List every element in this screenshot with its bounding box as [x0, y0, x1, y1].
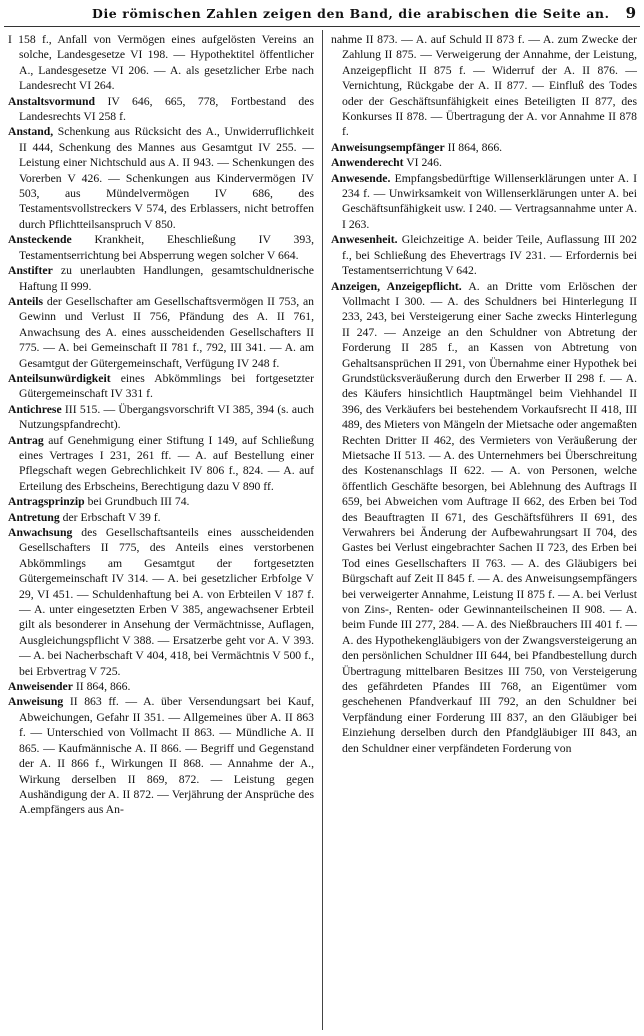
index-entry	[331, 140, 637, 155]
entry-text: IV 646, 665, 778, Fortbestand des Landesrechts VI 258 f.	[19, 94, 314, 124]
entry-text: zu unerlaubten Handlungen, gesamtschuldnerische Haftung II 999.	[19, 264, 314, 293]
index-entry: I 158 f., Anfall von Vermögen eines aufgelösten Vereins an solche, Landesgesetze VI 198. — Hypothektitel öffentlicher A., Landesgesetze VI 206. — A. als gesetzlicher Erbe nach Landesrecht VI 264.	[8, 33, 314, 93]
entry-text: A. an Dritte vom Erlöschen der Vollmacht I 300. — A. des Schuldners bei Hinterlegung II 233, 243, bei Versteigerung einer Sache zwecks Hinterlegung II 247. — Anzeige an den Schuldner von Abtretung der Forderung II 285 f., an Kassen von Abtretung von Gehaltsansprüchen II 291, von Übernahme einer Hypothek bei Grundstücksveräußerung durch den Erwerber II 298 f. — A. des Käufers hinsichtlich Hauptmängel beim Viehhandel II 396, des Verkäufers bei bestehendem Vorkaufsrecht II 418, III 489, des Mieters von Mängeln der Mietsache oder angemaßten Rechten Dritter II 462, des Vermieters von Veräußerung der Mietsache II 513. — A. des Unternehmers bei Überschreitung des Kostenanschlags II 622. — A. von Personen, welche öffentlich Geschäfte besorgen, bei Ablehnung des Auftrags II 659, bei Abweichen vom Auftrage II 662, des Erben bei Tod des Beauftragten II 671, des Geschäftsführers II 691, des Verwahrers bei Änderung der Aufbewahrungsart II 704, des Gastes bei Verlust eingebrachter Sachen II 723, des Erben bei Tod eines Gesellschafters II 763. — A. des Gläubigers bei Bürgschaft auf Zeit II 845 f. — A. des Anweisungsempfängers bei verweigerter Annahme, Leistung II 875 f. — A. bei Verlust von Zins-, Renten- oder Gewinnanteilscheinen II 908. — A. beim Funde III 277, 284. — A. des Nießbrauchers III 401 f. — A. des Hypothekengläubigers von der Zwangsversteigerung an den persönlichen Schuldner III 644, bei Pfandbestellung durch Übertragung mittelbaren Besitzes III 750, von Versteigerung des gefährdeten Pfandes III 768, an Eigentümer vom geschehenen Pfandverkauf III 792, an den Schuldner bei Verpfändung einer Forderung III 837, an den Gläubiger bei Einziehung derselben durch den Pfandgläubiger III 843, an den Schuldner einer verpfändeten Forderung von	[342, 279, 637, 755]
right-column	[331, 32, 637, 756]
left-column	[8, 32, 314, 818]
entry-term: Anteils	[8, 294, 44, 308]
index-entry	[8, 525, 314, 679]
column-divider	[322, 30, 323, 1030]
index-entry	[8, 433, 314, 495]
entry-term: Anweisender	[8, 680, 73, 694]
entry-term: Anwachsung	[8, 526, 73, 539]
index-entry	[8, 263, 314, 294]
entry-term: Anwesende.	[331, 171, 391, 185]
index-entry	[8, 679, 314, 694]
entry-term: Anzeigen, Anzeigepflicht.	[331, 279, 462, 293]
index-entry	[8, 232, 314, 263]
entry-text: Krankheit, Eheschließung IV 393, Testamentserrichtung bei Absperrung wegen solcher V 664.	[19, 233, 314, 262]
index-entry	[8, 494, 314, 509]
entry-text: eines Abkömmlings bei fortgesetzter Gütergemeinschaft IV 331 f.	[19, 371, 314, 401]
index-entry	[8, 371, 314, 402]
index-entry	[8, 294, 314, 371]
header-rule	[4, 26, 640, 27]
entry-text: bei Grundbuch III 74.	[84, 495, 190, 509]
index-entry	[8, 510, 314, 525]
index-entry	[331, 232, 637, 278]
index-entry	[8, 402, 314, 433]
entry-term: Anteilsunwürdigkeit	[8, 371, 111, 385]
entry-text: II 863 ff. — A. über Versendungsart bei Kauf, Abweichungen, Gefahr II 351. — Allgemeines über A. II 863 f. — Unterschied von Vollmacht II 863. — Mündliche A. II 865. — Kaufmännische A. II 866. — Begriff und Gegenstand der A. II 866 f., Wirkungen II 868. — Annahme der A., Wirkung derselben II 869, 872. — Leistung gegen Aushändigung der A. II 872. — Verjährung der Ansprüche des A.empfängers aus An-	[19, 695, 314, 817]
entry-text: II 864, 866.	[444, 140, 503, 154]
index-entry	[8, 124, 314, 232]
index-entry: nahme II 873. — A. auf Schuld II 873 f. — A. zum Zwecke der Zahlung II 875. — Verweigerung der Annahme, der Leistung, Anzeigepflicht II 875 f. — Widerruf der A. II 876. — Vernichtung, Rückgabe der A. II 877. — Einfluß des Todes oder der Geschäftsunfähigkeit eines Beteiligten II 877, des Konkurses II 878. — Übertragung der A. vor Annahme II 878 f.	[331, 33, 637, 139]
page-number: 9	[625, 4, 636, 22]
index-entry	[331, 155, 637, 170]
entry-term: Anwenderecht	[331, 156, 404, 170]
entry-term: Anweisungsempfänger	[331, 140, 445, 154]
entry-term: Antretung	[8, 510, 60, 524]
entry-term: Anwesenheit.	[331, 233, 398, 247]
entry-term: Ansteckende	[8, 233, 72, 247]
entry-text: II 864, 866.	[72, 680, 131, 694]
running-head: Die römischen Zahlen zeigen den Band, die arabischen die Seite an.	[92, 6, 610, 21]
entry-text: III 515. — Übergangsvorschrift VI 385, 394 (s. auch Nutzungspfandrecht).	[19, 402, 314, 432]
entry-term: Anstand,	[8, 125, 54, 139]
entry-text: Schenkung aus Rücksicht des A., Unwiderruflichkeit II 444, Schenkung des Mannes aus Gesamtgut IV 255. — Leistung einer Nichtschuld aus A. II 943. — Schenkungen des Vorerben V 426. — Schenkungen aus Kindervermögen IV 503, aus Mündelvermögen IV 686, des Testamentsvollstreckers V 574, des Erblassers, nicht betroffen durch Pflichtteilsanspruch V 850.	[19, 125, 314, 231]
index-entry	[331, 171, 637, 233]
entry-term: Antragsprinzip	[8, 495, 85, 509]
entry-text: des Gesellschaftsanteils eines ausscheidenden Gesellschafters II 775, des Anteils eines verstorbenen Abkömmlings am Gesamtgut der fortgesetzten Gütergemeinschaft IV 314. — A. bei gesetzlicher Erbfolge V 29, VI 451. — Schuldenhaftung bei A. von Erbteilen V 187 f. — A. unter eingesetzten Erben V 385, angewachsener Erbteil gilt als besonderer in Ansehung der Vermächtnisse, Auflagen, Ausgleichungspflicht V 388. — Ersatzerbe geht vor A. V 393. — A. bei Nacherbschaft V 404, 418, bei Vermächtnis V 500 f., bei Erbvertrag V 725.	[19, 526, 314, 678]
entry-text: Empfangsbedürftige Willenserklärungen unter A. I 234 f. — Unwirksamkeit von Willenserklärungen unter A. bei Geschäftsunfähigkeit usw. I 240. — Vertragsannahme unter A. I 263.	[342, 171, 637, 231]
entry-term: Antichrese	[8, 402, 62, 416]
entry-text: auf Genehmigung einer Stiftung I 149, auf Schließung eines Vertrages I 231, 261 ff. — A. auf Bestellung einer Pflegschaft wegen Gebrechlichkeit IV 806 f., 824. — A. auf Erteilung des Erbscheins, Berechtigung dazu V 890 ff.	[19, 433, 314, 493]
entry-text: der Gesellschafter am Gesellschaftsvermögen II 753, an Gewinn und Verlust II 756, Pfändung des A. II 761, Anwachsung des A. eines ausscheidenden Gesellschafters II 775. — A. bei Gemeinschaft II 781 f., 792, III 341. — A. am Gesamtgut der Gütergemeinschaft, Verfügung IV 248 f.	[19, 294, 314, 370]
entry-text: Gleichzeitige A. beider Teile, Auflassung III 202 f., bei Schließung des Ehevertrags IV 231. — Erfordernis bei Testamentserrichtung V 642.	[342, 233, 637, 278]
entry-text: VI 246.	[403, 156, 442, 170]
entry-term: Anweisung	[8, 695, 64, 709]
index-entry	[8, 694, 314, 817]
entry-term: Anstaltsvormund	[8, 94, 96, 108]
entry-text: der Erbschaft V 39 f.	[59, 510, 161, 524]
page-header	[0, 6, 644, 26]
index-entry	[8, 94, 314, 125]
index-entry	[331, 279, 637, 757]
entry-term: Anstifter	[8, 264, 53, 278]
entry-term: Antrag	[8, 433, 44, 447]
